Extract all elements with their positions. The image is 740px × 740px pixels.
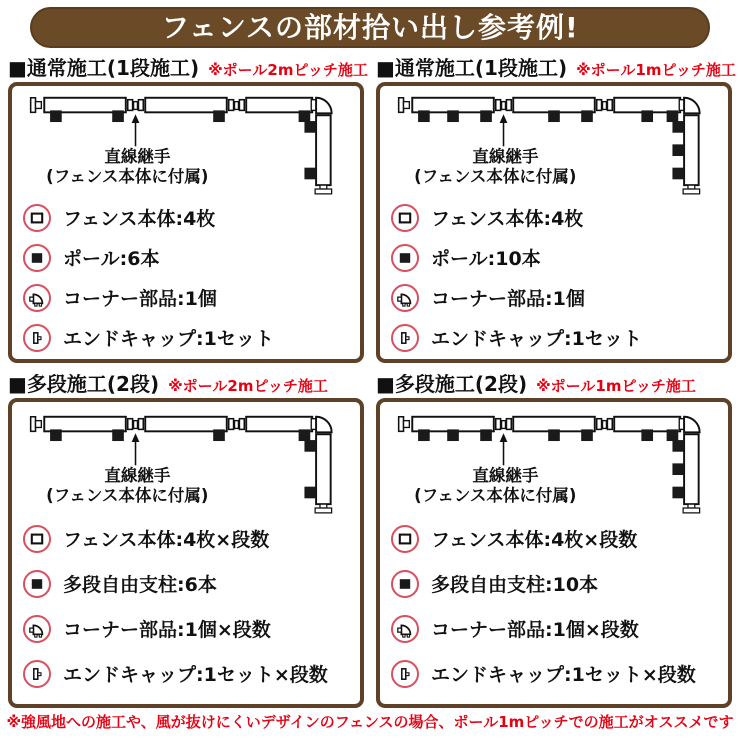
pole-shape (672, 463, 684, 475)
parts-list-item (23, 660, 353, 688)
panel-box (376, 82, 732, 363)
callout-arrow-head (132, 433, 140, 442)
pole-icon (391, 244, 419, 272)
pole-shape (213, 429, 225, 441)
straight-joint-shape (138, 419, 143, 430)
pole-shape (641, 429, 653, 441)
panel-heading: ■通常施工(1段施工) (8, 56, 200, 80)
panel-heading: ■多段施工(2段) (376, 372, 528, 396)
pole-shape (418, 429, 430, 441)
part-label: 多段自由支柱:6本 (63, 574, 217, 597)
pole-shape (112, 110, 124, 122)
panel-grid (8, 54, 736, 708)
panel-header (8, 54, 368, 82)
panel-header (376, 370, 732, 398)
joint-label-line1: 直線継手 (104, 146, 171, 166)
fence-panel-shape (684, 434, 699, 504)
pole-shape (112, 429, 124, 441)
pole-shape (672, 168, 684, 180)
page-title: フェンスの部材拾い出し参考例! (161, 10, 579, 44)
pole-shape (299, 110, 311, 122)
straight-joint-shape (235, 421, 239, 429)
corner-part-shape (316, 417, 332, 433)
fence-panel-icon (23, 204, 51, 232)
fence-panel-shape (316, 434, 331, 504)
panel-normal-1m-pitch (376, 54, 736, 363)
straight-joint-shape (128, 419, 133, 430)
pole-shape (672, 440, 684, 452)
straight-joint-shape (128, 100, 133, 111)
parts-list (387, 204, 721, 352)
parts-list-item (23, 324, 353, 352)
pole-shape (667, 110, 679, 122)
fence-panel-shape (316, 115, 331, 185)
pitch-note: ※ポール2mピッチ施工 (208, 61, 368, 79)
parts-list (387, 525, 721, 688)
pole-shape (480, 429, 492, 441)
part-label: エンドキャップ:1セット×段数 (431, 664, 696, 687)
pole-shape (672, 487, 684, 499)
part-label: 多段自由支柱:10本 (431, 574, 599, 597)
corner-part-shape (684, 417, 700, 433)
panel-multi-2m-pitch (8, 370, 364, 708)
straight-joint-shape (597, 419, 602, 430)
fence-panel-shape (614, 98, 680, 113)
fence-panel-shape (246, 98, 312, 113)
parts-list-item (23, 570, 353, 598)
parts-list (19, 525, 353, 688)
pole-shape (667, 429, 679, 441)
end-cap-shape (31, 98, 36, 113)
corner-part-shape (316, 98, 332, 114)
end-cap-shape (683, 189, 700, 194)
straight-joint-shape (496, 100, 501, 111)
pole-shape (50, 429, 62, 441)
part-label: コーナー部品:1個 (63, 288, 217, 311)
pitch-note: ※ポール1mピッチ施工 (576, 61, 736, 79)
joint-label-line2: (フェンス本体に付属) (46, 486, 209, 506)
straight-joint-shape (502, 421, 506, 429)
fence-panel-shape (412, 98, 494, 113)
end-cap-icon (391, 324, 419, 352)
parts-list-item (23, 284, 353, 312)
parts-list-item (23, 615, 353, 643)
joint-label-line1: 直線継手 (472, 146, 539, 166)
fence-panel-icon (391, 525, 419, 553)
pole-shape (581, 110, 593, 122)
straight-joint-shape (502, 102, 506, 110)
pole-icon (23, 570, 51, 598)
pitch-note: ※ポール1mピッチ施工 (536, 377, 696, 395)
pole-shape (641, 110, 653, 122)
fence-panel-shape (513, 417, 595, 432)
fence-panel-icon (23, 525, 51, 553)
pole-shape (447, 110, 459, 122)
pole-shape (672, 144, 684, 156)
end-cap-icon (23, 324, 51, 352)
pitch-note: ※ポール2mピッチ施工 (168, 377, 328, 395)
parts-list-item (391, 570, 721, 598)
pole-icon (391, 570, 419, 598)
pole-shape (480, 110, 492, 122)
end-cap-shape (36, 102, 42, 109)
pole-shape (304, 168, 316, 180)
fence-panel-shape (684, 115, 699, 185)
end-cap-shape (315, 508, 332, 513)
parts-list-item (23, 525, 353, 553)
pole-shape (304, 121, 316, 133)
pole-shape (447, 429, 459, 441)
parts-list-item (391, 615, 721, 643)
parts-list-item (391, 284, 721, 312)
straight-joint-shape (134, 421, 138, 429)
fence-panel-icon (391, 204, 419, 232)
fence-layout-diagram (19, 409, 353, 518)
end-cap-shape (683, 508, 700, 513)
fence-panel-shape (145, 417, 227, 432)
joint-label-line1: 直線継手 (472, 465, 539, 485)
straight-joint-shape (138, 100, 143, 111)
fence-panel-shape (614, 417, 680, 432)
part-label: ポール:6本 (63, 248, 160, 271)
end-cap-shape (399, 98, 404, 113)
panel-header (8, 370, 364, 398)
part-label: コーナー部品:1個 (431, 288, 585, 311)
fence-layout-diagram (19, 90, 353, 199)
parts-list-item (23, 244, 353, 272)
corner-part-icon (23, 284, 51, 312)
parts-list (19, 204, 353, 352)
panel-box (8, 82, 364, 363)
part-label: コーナー部品:1個×段数 (431, 619, 639, 642)
straight-joint-shape (496, 419, 501, 430)
fence-panel-shape (44, 417, 126, 432)
part-label: フェンス本体:4枚 (63, 208, 216, 231)
panel-multi-1m-pitch (376, 370, 732, 708)
parts-list-item (391, 660, 721, 688)
title-banner (30, 7, 710, 48)
straight-joint-shape (239, 419, 244, 430)
panel-box (8, 398, 364, 708)
joint-label-line2: (フェンス本体に付属) (414, 486, 577, 506)
straight-joint-shape (229, 100, 234, 111)
straight-joint-shape (597, 100, 602, 111)
straight-joint-shape (229, 419, 234, 430)
part-label: エンドキャップ:1セット (431, 328, 642, 351)
pole-shape (581, 429, 593, 441)
fence-panel-shape (412, 417, 494, 432)
parts-list-item (391, 525, 721, 553)
parts-list-item (391, 244, 721, 272)
footer-note: ※強風地への施工や、風が抜けにくいデザインのフェンスの場合、ポール1mピッチでの施工がオススメです (6, 713, 734, 731)
straight-joint-shape (134, 102, 138, 110)
pole-shape (213, 110, 225, 122)
end-cap-shape (315, 189, 332, 194)
straight-joint-shape (235, 102, 239, 110)
pole-shape (304, 487, 316, 499)
callout-arrow-head (132, 114, 140, 123)
end-cap-shape (404, 421, 410, 428)
corner-part-icon (391, 284, 419, 312)
corner-part-icon (23, 615, 51, 643)
end-cap-shape (399, 417, 404, 432)
callout-arrow-head (500, 433, 508, 442)
panel-heading: ■通常施工(1段施工) (376, 56, 568, 80)
straight-joint-shape (603, 421, 607, 429)
fence-panel-shape (246, 417, 312, 432)
straight-joint-shape (239, 100, 244, 111)
corner-part-icon (391, 615, 419, 643)
end-cap-shape (31, 417, 36, 432)
panel-normal-2m-pitch (8, 54, 368, 363)
straight-joint-shape (506, 100, 511, 111)
part-label: エンドキャップ:1セット×段数 (63, 664, 328, 687)
pole-shape (299, 429, 311, 441)
fence-panel-shape (513, 98, 595, 113)
panel-heading: ■多段施工(2段) (8, 372, 160, 396)
part-label: エンドキャップ:1セット (63, 328, 274, 351)
end-cap-shape (36, 421, 42, 428)
panel-box (376, 398, 732, 708)
part-label: フェンス本体:4枚 (431, 208, 584, 231)
pole-shape (50, 110, 62, 122)
parts-list-item (23, 204, 353, 232)
joint-label-line2: (フェンス本体に付属) (46, 167, 209, 187)
fence-panel-shape (44, 98, 126, 113)
pole-shape (304, 440, 316, 452)
part-label: フェンス本体:4枚×段数 (63, 529, 270, 552)
end-cap-icon (391, 660, 419, 688)
pole-shape (418, 110, 430, 122)
part-label: ポール:10本 (431, 248, 541, 271)
fence-layout-diagram (387, 409, 721, 518)
joint-label-line1: 直線継手 (104, 465, 171, 485)
joint-label-line2: (フェンス本体に付属) (414, 167, 577, 187)
part-label: フェンス本体:4枚×段数 (431, 529, 638, 552)
pole-shape (548, 110, 560, 122)
callout-arrow-head (500, 114, 508, 123)
pole-shape (672, 121, 684, 133)
pole-icon (23, 244, 51, 272)
straight-joint-shape (603, 102, 607, 110)
end-cap-icon (23, 660, 51, 688)
straight-joint-shape (506, 419, 511, 430)
part-label: コーナー部品:1個×段数 (63, 619, 271, 642)
parts-list-item (391, 204, 721, 232)
corner-part-shape (684, 98, 700, 114)
fence-layout-diagram (387, 90, 721, 199)
pole-shape (548, 429, 560, 441)
straight-joint-shape (607, 419, 612, 430)
parts-list-item (391, 324, 721, 352)
fence-panel-shape (145, 98, 227, 113)
straight-joint-shape (607, 100, 612, 111)
end-cap-shape (404, 102, 410, 109)
panel-header (376, 54, 736, 82)
